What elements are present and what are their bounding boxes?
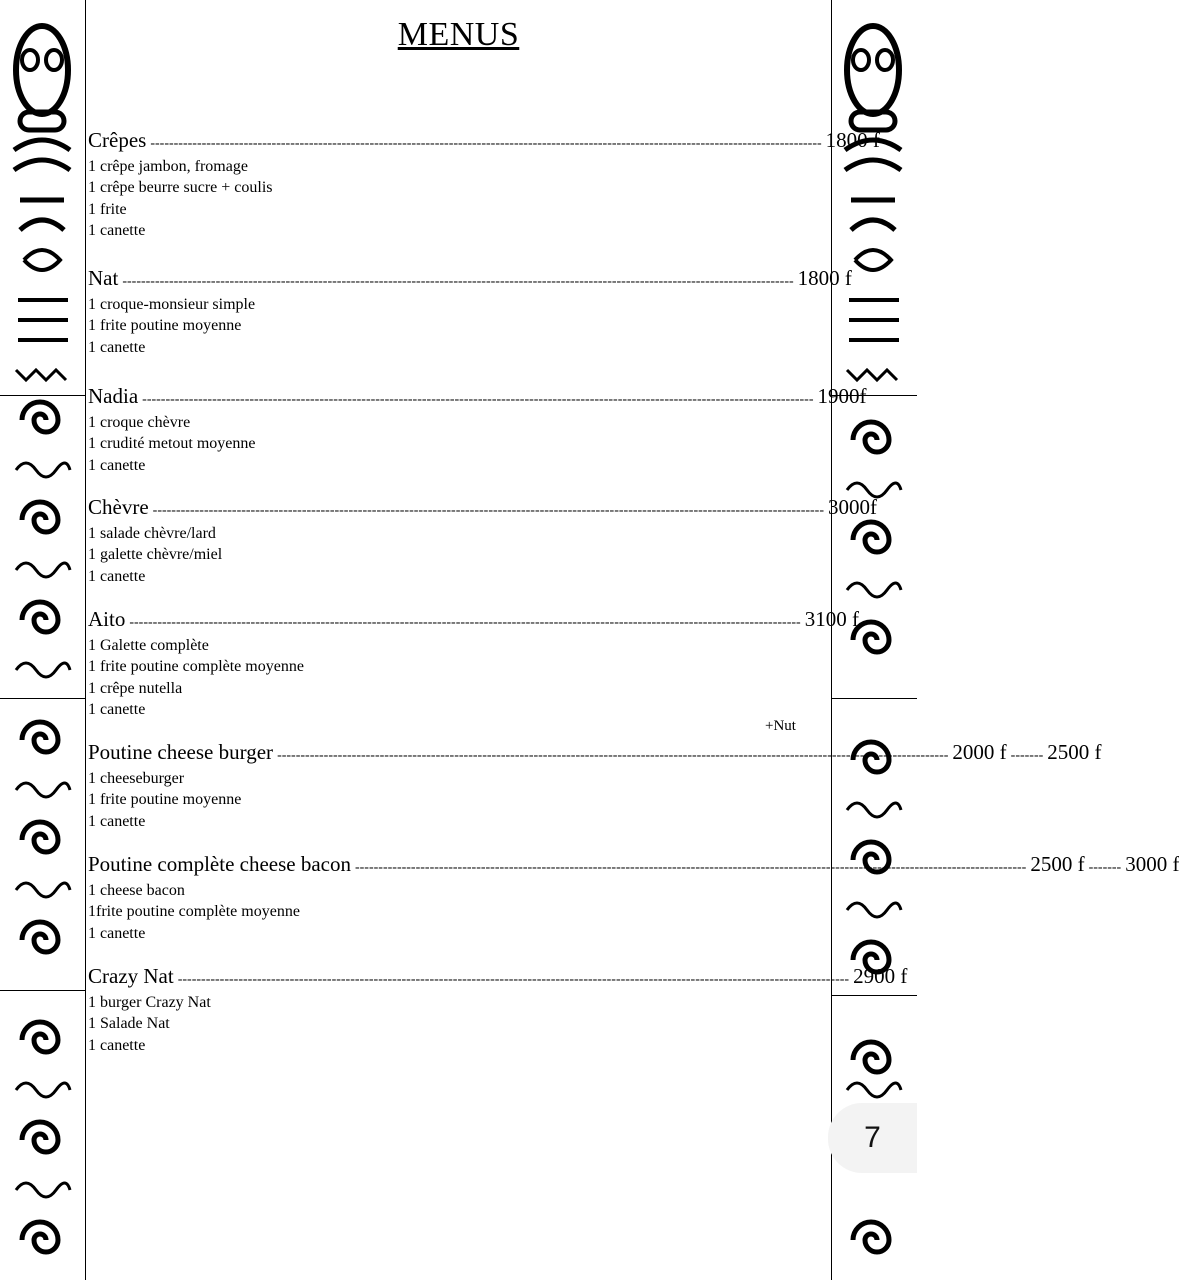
menu-items <box>88 412 828 476</box>
menu-header <box>88 495 877 523</box>
menu-items <box>88 768 827 832</box>
tribal-pattern-icon <box>0 0 86 1280</box>
menu-item: 1 crêpe jambon, fromage <box>88 158 248 175</box>
dot-leader: ------------------------------------------------------------------------------------------------------------------------------------------------ <box>354 860 1027 875</box>
menu-price: 1800 f <box>825 128 880 152</box>
menu-item: 1 crêpe beurre sucre + coulis <box>88 179 273 197</box>
menu-price: 3000f <box>828 495 877 519</box>
menu-poutine-complete-cheese-bacon <box>88 852 1179 944</box>
menu-name: Nadia <box>88 384 139 408</box>
right-panel-divider <box>831 698 917 699</box>
menu-item: 1 Salade Nat <box>88 1015 170 1033</box>
menu-price-nut: 2500 f <box>1047 740 1102 764</box>
menu-item: 1 Galette complète <box>88 637 209 654</box>
menu-item: 1 canette <box>88 567 146 585</box>
menu-chevre <box>88 495 877 587</box>
left-tribal-border <box>0 0 86 1280</box>
menu-name: Aito <box>88 607 126 631</box>
dot-leader: ------------------------------------------------------------------------------------------------------------------------------------------------ <box>122 274 794 289</box>
menu-header <box>88 384 867 412</box>
menu-item: 1 canette <box>88 221 146 239</box>
dot-leader: ------------------------------------------------------------------------------------------------------------------------------------------------ <box>142 392 814 407</box>
menu-item: 1 galette chèvre/miel <box>88 546 223 564</box>
menu-header <box>88 964 908 992</box>
menu-items <box>88 992 710 1056</box>
menu-aito <box>88 607 859 720</box>
menu-name: Chèvre <box>88 495 149 519</box>
menu-price: 3100 f <box>804 607 859 631</box>
page-title: MENUS <box>397 16 520 53</box>
menu-item: 1 croque chèvre <box>88 414 191 431</box>
menu-items <box>88 156 828 241</box>
left-panel-divider <box>0 698 86 699</box>
menu-header <box>88 128 880 156</box>
menu-item: 1 croque-monsieur simple <box>88 296 256 313</box>
menu-item: 1 canette <box>88 456 146 474</box>
menu-header <box>88 740 1102 768</box>
menu-name: Nat <box>88 266 119 290</box>
menu-price: 1800 f <box>797 266 852 290</box>
menu-item: 1 canette <box>88 1036 146 1054</box>
menu-item: 1 frite poutine moyenne <box>88 317 242 335</box>
right-tribal-border <box>831 0 917 1280</box>
right-panel-divider <box>831 995 917 996</box>
menu-price: 2000 f <box>952 740 1007 764</box>
menu-item: 1 canette <box>88 700 146 718</box>
page-number: 7 <box>864 1121 881 1154</box>
dot-leader: ------------------------------------------------------------------------------------------------------------------------------------------------ <box>152 503 824 518</box>
menu-item: 1frite poutine complète moyenne <box>88 903 300 921</box>
menu-item: 1 cheese bacon <box>88 882 185 899</box>
left-border-rule <box>85 0 86 1280</box>
menu-item: 1 cheeseburger <box>88 770 185 787</box>
menu-items <box>88 635 828 720</box>
menu-items <box>88 294 828 358</box>
nut-price-label: +Nut <box>765 718 796 734</box>
menu-price: 1900f <box>817 384 867 408</box>
menu-item: 1 canette <box>88 338 146 356</box>
menu-price: 2900 f <box>853 964 908 988</box>
menu-nat <box>88 266 852 358</box>
menu-price-nut: 3000 f <box>1125 852 1179 876</box>
price-separator: ------- <box>1010 748 1044 763</box>
menu-price: 2500 f <box>1030 852 1085 876</box>
menu-item: 1 frite poutine moyenne <box>88 791 242 809</box>
menu-item: 1 canette <box>88 924 146 942</box>
menu-item: 1 burger Crazy Nat <box>88 994 211 1011</box>
menu-item: 1 frite poutine complète moyenne <box>88 658 304 676</box>
menu-item: 1 crêpe nutella <box>88 679 183 697</box>
menu-name: Poutine complète cheese bacon <box>88 852 351 876</box>
menu-header <box>88 266 852 294</box>
menu-item: 1 frite <box>88 200 127 218</box>
menu-header <box>88 607 859 635</box>
tribal-pattern-icon <box>831 0 917 1280</box>
menu-name: Crazy Nat <box>88 964 174 988</box>
right-border-rule <box>831 0 832 1280</box>
menu-crepes <box>88 128 880 241</box>
menu-item: 1 crudité metout moyenne <box>88 435 256 453</box>
dot-leader: ------------------------------------------------------------------------------------------------------------------------------------------------ <box>277 748 949 763</box>
menu-name: Crêpes <box>88 128 147 152</box>
dot-leader: ------------------------------------------------------------------------------------------------------------------------------------------------ <box>129 615 801 630</box>
menu-header <box>88 852 1179 880</box>
menu-item: 1 canette <box>88 812 146 830</box>
menu-items <box>88 880 827 944</box>
price-separator: ------- <box>1088 860 1122 875</box>
left-panel-divider <box>0 990 86 991</box>
menu-crazy-nat <box>88 964 908 1056</box>
menu-nadia <box>88 384 867 476</box>
dot-leader: ------------------------------------------------------------------------------------------------------------------------------------------------ <box>150 136 822 151</box>
menu-item: 1 salade chèvre/lard <box>88 525 216 542</box>
menu-poutine-cheese-burger <box>88 740 1102 832</box>
dot-leader: ------------------------------------------------------------------------------------------------------------------------------------------------ <box>177 972 850 987</box>
menu-items <box>88 523 828 587</box>
left-panel-divider <box>0 395 86 396</box>
page-number-badge[interactable] <box>828 1103 917 1173</box>
menu-name: Poutine cheese burger <box>88 740 274 764</box>
